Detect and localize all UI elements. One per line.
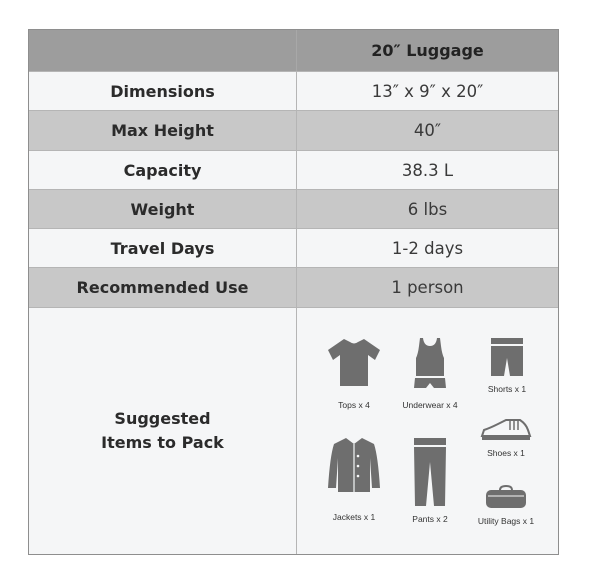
spec-value: 38.3 L [401,160,454,180]
spec-label: Max Height [29,111,297,150]
underwear-icon [410,336,450,390]
tshirt-icon [326,336,382,388]
spec-row-dimensions [29,71,558,110]
spec-row-weight [29,189,558,228]
spec-value: 13″ x 9″ x 20″ [371,81,484,101]
spec-value: 6 lbs [407,199,448,219]
spec-row-max-height [29,110,558,150]
item-label: Jackets x 1 [332,512,376,522]
spec-value: 1-2 days [391,238,464,258]
pack-label-line2: Items to Pack [101,433,224,452]
pack-label [29,308,297,554]
spec-label: Recommended Use [29,268,297,307]
item-label: Underwear x 4 [402,400,458,410]
item-label: Pants x 2 [412,514,448,524]
pants-icon [412,436,448,508]
shoe-icon [480,416,532,442]
spec-row-capacity [29,150,558,189]
pack-item-jackets [319,436,389,522]
pack-item-shoes [473,416,539,458]
spec-row-travel-days [29,228,558,267]
pack-item-tops [319,336,389,410]
item-label: Tops x 4 [338,400,370,410]
bag-icon [484,484,528,510]
pack-item-pants [397,436,463,524]
header-row [29,30,558,71]
spec-value: 1 person [391,278,464,297]
pack-row [29,307,558,554]
jacket-icon [326,436,382,494]
spec-label: Capacity [29,151,297,189]
shorts-icon [489,336,525,378]
spec-row-recommended-use [29,267,558,307]
pack-items-grid [297,308,558,554]
pack-item-shorts [477,336,537,394]
item-label: Shoes x 1 [487,448,525,458]
pack-item-utility-bags [467,484,545,526]
spec-label: Weight [29,190,297,228]
pack-item-underwear [395,336,465,410]
header-title: 20″ Luggage [371,41,484,60]
luggage-spec-table [28,29,559,555]
pack-label-line1: Suggested [114,409,211,428]
header-corner [29,30,297,71]
item-label: Shorts x 1 [487,384,527,394]
spec-label: Travel Days [29,229,297,267]
spec-value: 40″ [413,121,442,140]
spec-label: Dimensions [29,72,297,110]
item-label: Utility Bags x 1 [477,516,535,526]
